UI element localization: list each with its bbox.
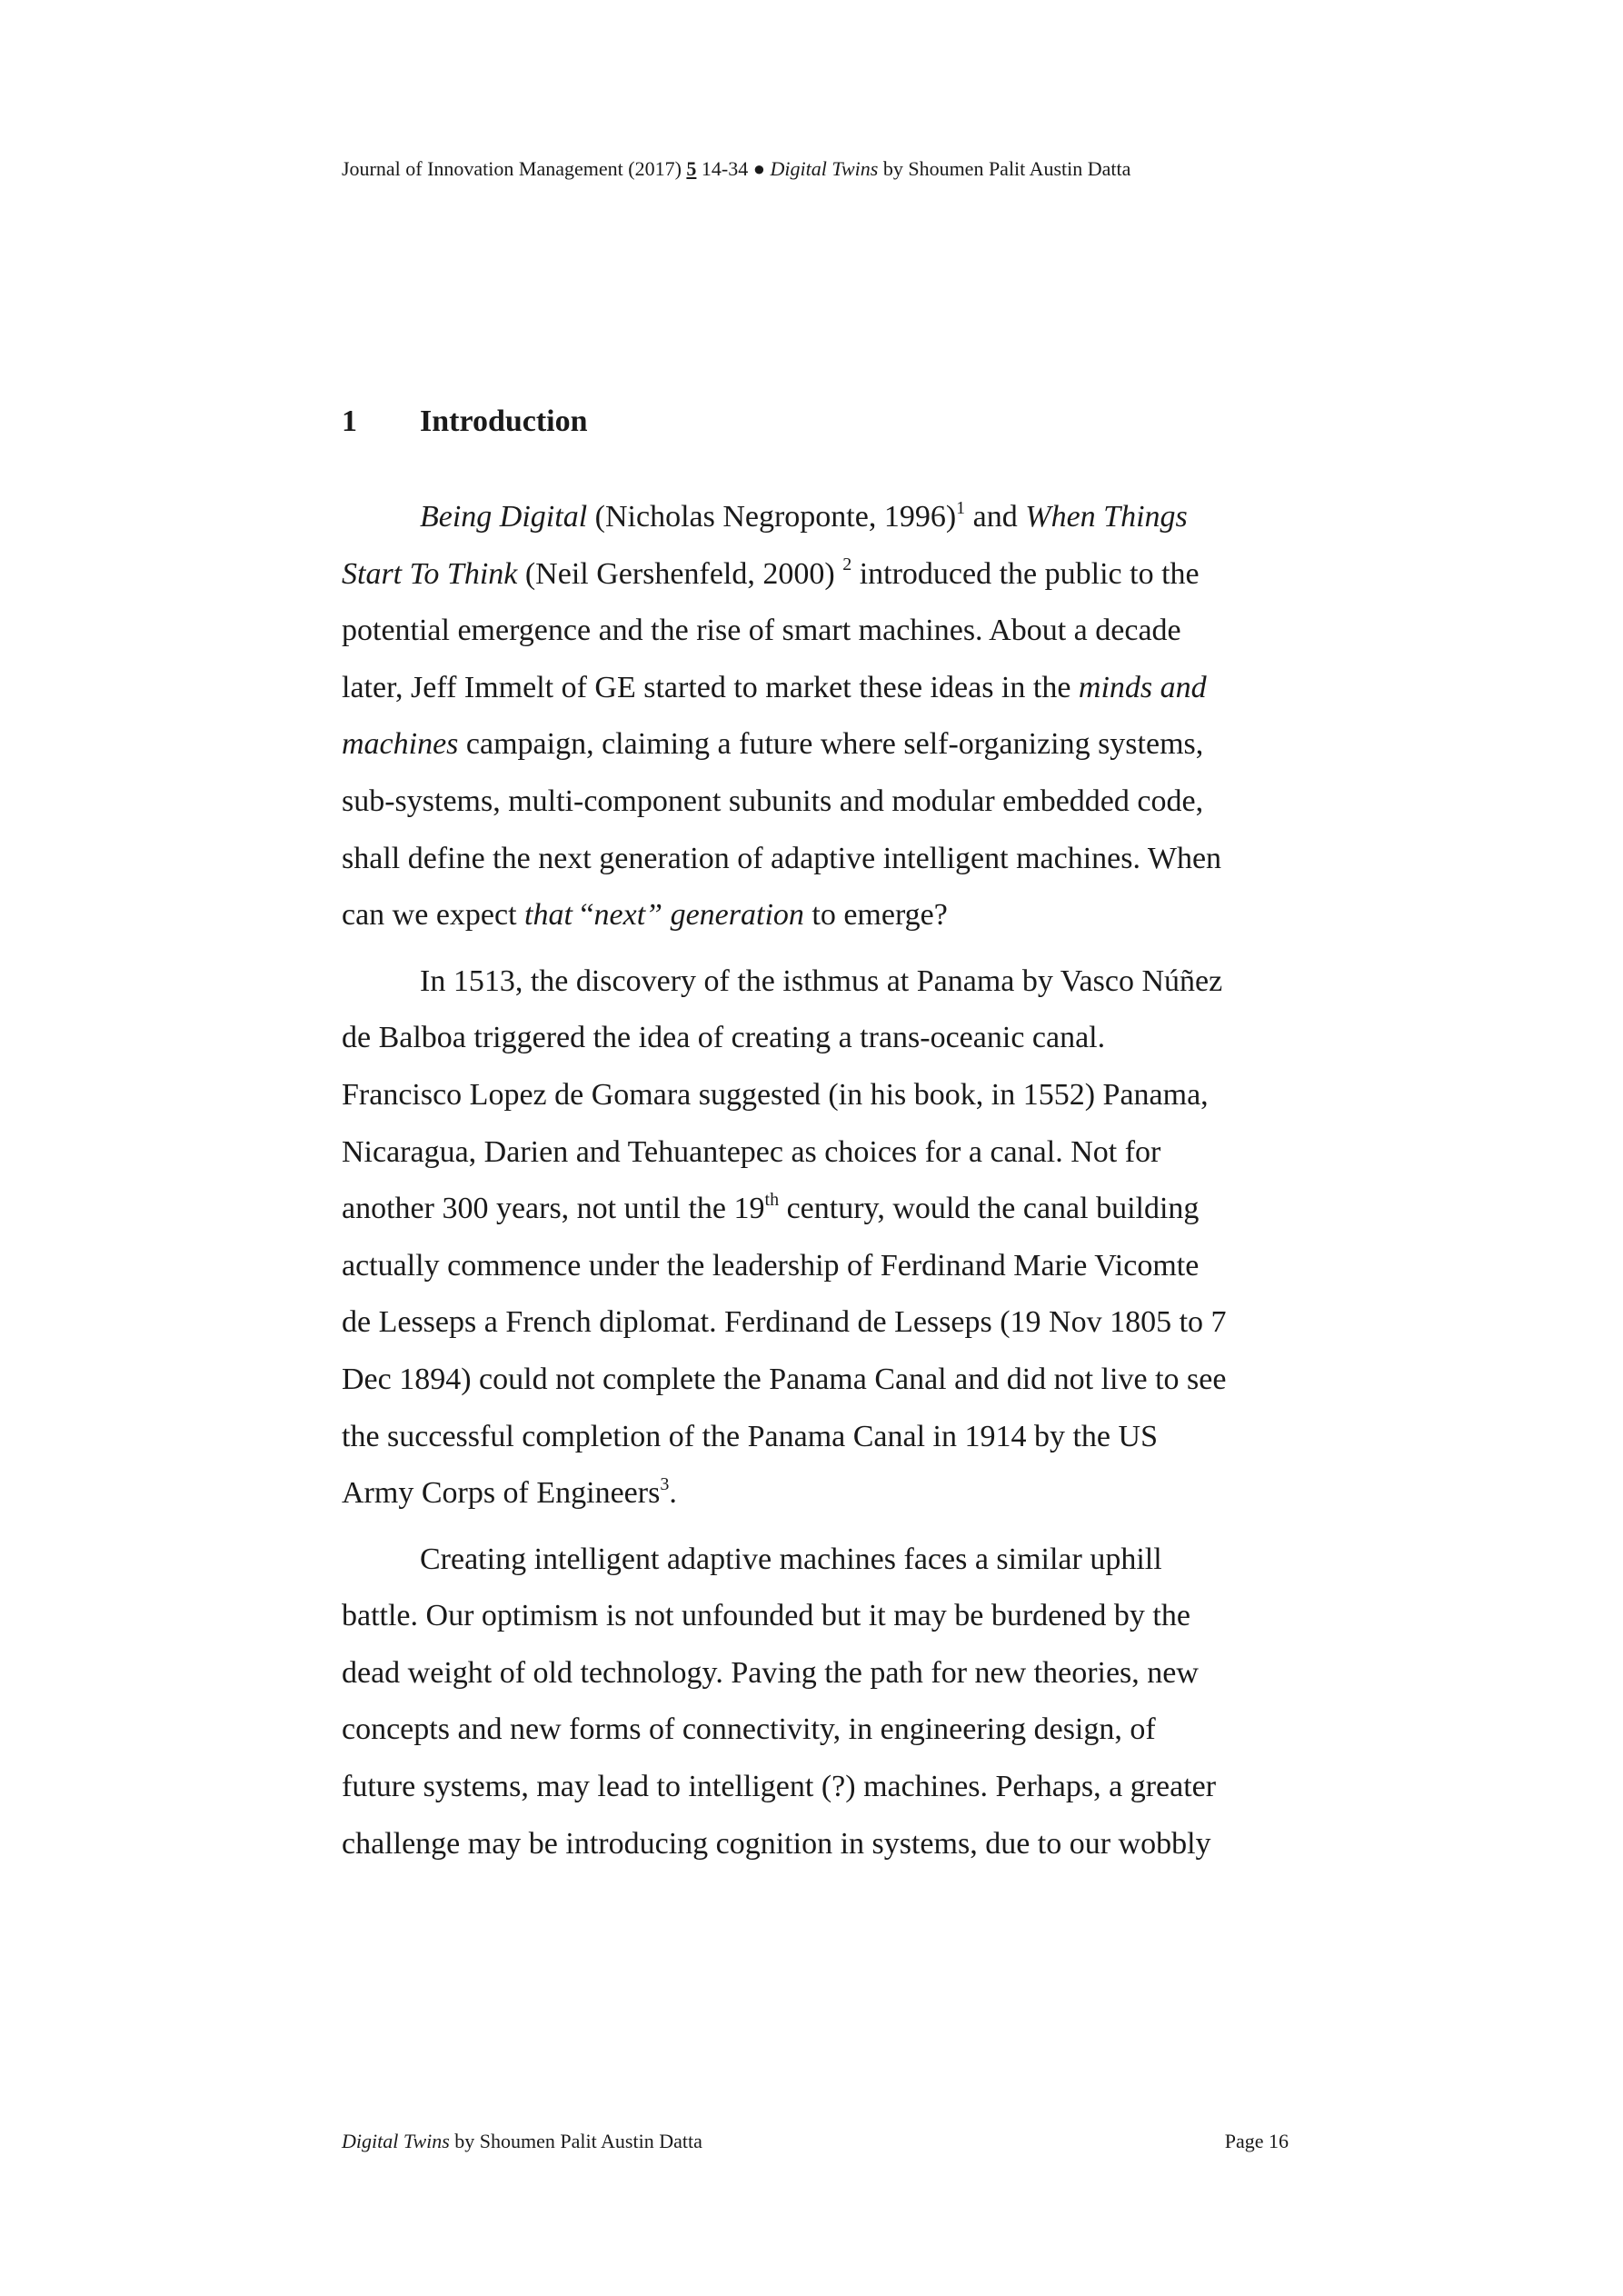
text-span: campaign, claiming a future where self-organizing systems, xyxy=(458,727,1204,762)
text-line: sub-systems, multi-component subunits and modular embedded code, xyxy=(342,784,1204,818)
text-span: later, Jeff Immelt of GE started to market these ideas in the xyxy=(342,670,1079,704)
text-line xyxy=(264,887,1287,944)
running-header xyxy=(342,156,1130,182)
footnote-ref: 3 xyxy=(660,1473,670,1494)
text-line xyxy=(264,546,1287,604)
text-span: introduced the public to the xyxy=(851,556,1200,591)
text-line xyxy=(264,660,1287,717)
text-span: “ xyxy=(572,898,594,933)
text-line: de Balboa triggered the idea of creating a trans-oceanic canal. xyxy=(342,1021,1106,1055)
italic-title: When Things xyxy=(1025,500,1188,534)
footer-article-title: Digital Twins xyxy=(342,2130,450,2152)
page-number: Page 16 xyxy=(1224,2130,1289,2152)
text-line: future systems, may lead to intelligent (?) machines. Perhaps, a greater xyxy=(342,1770,1217,1804)
footer-byline: by Shoumen Palit Austin Datta xyxy=(449,2130,702,2152)
text-line: Creating intelligent adaptive machines faces a similar uphill xyxy=(420,1542,1162,1576)
text-span: Army Corps of Engineers xyxy=(342,1476,661,1511)
footnote-ref: 2 xyxy=(842,554,852,575)
text-line: de Lesseps a French diplomat. Ferdinand de Lesseps (19 Nov 1805 to 7 xyxy=(342,1305,1227,1340)
text-span: another 300 years, not until the 19 xyxy=(342,1192,765,1226)
text-line: shall define the next generation of adaptive intelligent machines. When xyxy=(342,841,1222,875)
text-line: Nicaragua, Darien and Tehuantepec as choices for a canal. Not for xyxy=(342,1134,1161,1169)
header-byline: by Shoumen Palit Austin Datta xyxy=(878,157,1131,180)
italic-title: Start To Think xyxy=(342,556,518,591)
italic-span: that xyxy=(524,898,573,933)
text-line: Dec 1894) could not complete the Panama Canal and did not live to see xyxy=(342,1362,1227,1396)
paragraph-2 xyxy=(342,953,1287,1522)
italic-span: minds and xyxy=(1078,670,1207,704)
footer-left xyxy=(342,2129,702,2154)
paragraph-3 xyxy=(342,1532,1287,1873)
text-span: and xyxy=(965,500,1026,534)
text-line xyxy=(264,1181,1287,1238)
header-article-title: Digital Twins xyxy=(770,157,879,180)
text-span: . xyxy=(669,1476,677,1511)
text-line xyxy=(264,716,1287,774)
text-line: In 1513, the discovery of the isthmus at Panama by Vasco Núñez xyxy=(420,963,1223,998)
text-line xyxy=(342,489,1287,546)
running-footer xyxy=(342,2129,1289,2154)
text-line: potential emergence and the rise of smart machines. About a decade xyxy=(342,614,1181,648)
text-line xyxy=(264,1465,1287,1522)
section-title: Introduction xyxy=(420,404,588,438)
footnote-ref: 1 xyxy=(956,497,966,518)
text-span: can we expect xyxy=(342,898,525,933)
ordinal-suffix: th xyxy=(764,1189,780,1210)
text-span: to emerge? xyxy=(803,898,948,933)
paragraph-1 xyxy=(342,489,1287,944)
text-span: century, would the canal building xyxy=(779,1192,1200,1226)
header-volume: 5 xyxy=(686,157,697,180)
text-line: challenge may be introducing cognition in systems, due to our wobbly xyxy=(342,1826,1211,1861)
section-number: 1 xyxy=(342,404,357,438)
text-line: actually commence under the leadership of Ferdinand Marie Vicomte xyxy=(342,1248,1200,1283)
section-heading xyxy=(342,404,588,440)
text-line: concepts and new forms of connectivity, in engineering design, of xyxy=(342,1712,1156,1747)
italic-title: Being Digital xyxy=(420,500,588,534)
italic-span: machines xyxy=(342,727,459,762)
text-line: the successful completion of the Panama Canal in 1914 by the US xyxy=(342,1419,1158,1453)
header-journal: Journal of Innovation Management (2017) xyxy=(342,157,687,180)
italic-span: next” generation xyxy=(593,898,804,933)
header-pages: 14-34 ● xyxy=(696,157,771,180)
text-span: (Nicholas Negroponte, 1996) xyxy=(587,500,957,534)
text-line: dead weight of old technology. Paving the path for new theories, new xyxy=(342,1655,1199,1690)
body-text xyxy=(342,489,1287,1882)
text-line: Francisco Lopez de Gomara suggested (in his book, in 1552) Panama, xyxy=(342,1077,1209,1112)
text-line: battle. Our optimism is not unfounded but it may be burdened by the xyxy=(342,1599,1190,1633)
text-span: (Neil Gershenfeld, 2000) xyxy=(517,556,843,591)
